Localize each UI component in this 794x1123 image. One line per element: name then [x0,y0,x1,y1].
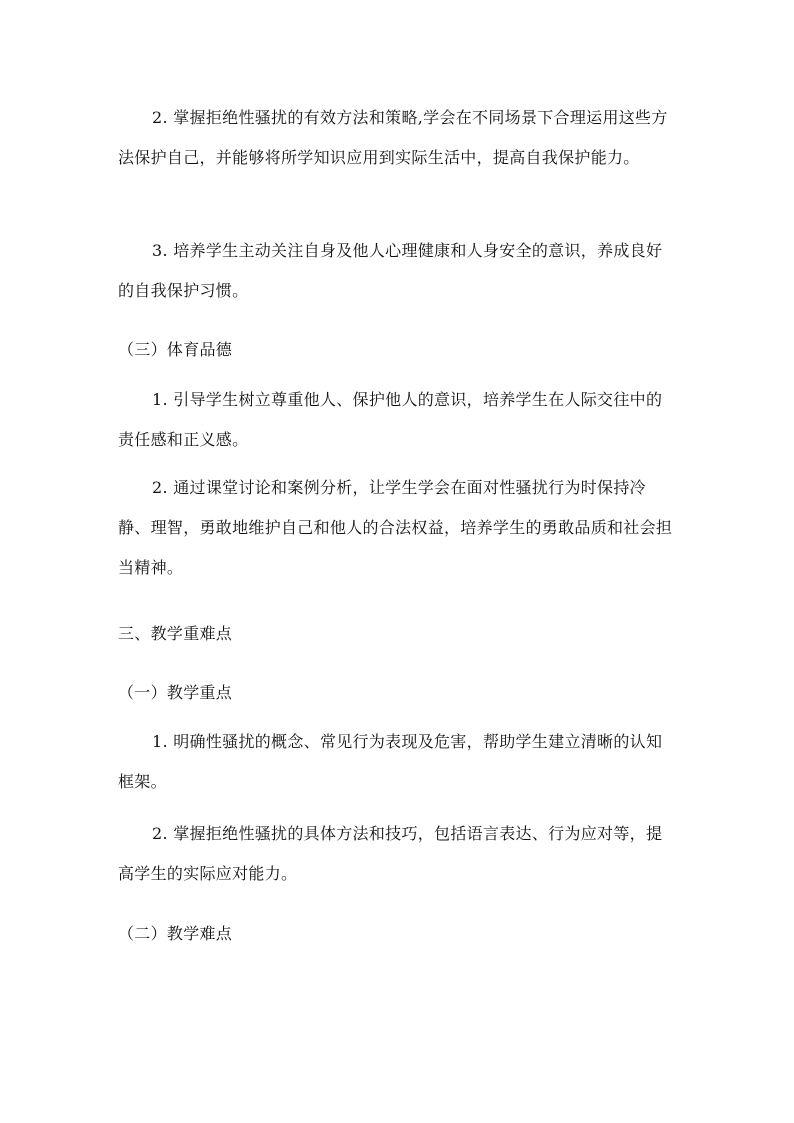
subheading-teaching-difficult: （二）教学难点 [118,924,233,943]
section-heading-sports-morality: （三）体育品德 [118,340,233,359]
paragraph-awareness: 3. 培养学生主动关注自身及他人心理健康和人身安全的意识，养成良好的自我保护习惯。 [118,241,663,300]
key-item-2: 2. 掌握拒绝性骚扰的具体方法和技巧，包括语言表达、行为应对等，提高学生的实际应对能力。 [118,824,663,883]
moral-item-2: 2. 通过课堂讨论和案例分析，让学生学会在面对性骚扰行为时保持冷静、理智，勇敢地维护自己和他人的合法权益，培养学生的勇敢品质和社会担当精神。 [118,478,673,577]
section-heading-key-difficult: 三、教学重难点 [118,624,233,643]
subheading-teaching-key: （一）教学重点 [118,683,233,702]
moral-item-1: 1. 引导学生树立尊重他人、保护他人的意识，培养学生在人际交往中的责任感和正义感。 [118,390,663,449]
paragraph-handle-methods: 2. 掌握拒绝性骚扰的有效方法和策略,学会在不同场景下合理运用这些方法保护自己，并能够将所学知识应用到实际生活中，提高自我保护能力。 [118,108,668,167]
key-item-1: 1. 明确性骚扰的概念、常见行为表现及危害，帮助学生建立清晰的认知框架。 [118,732,663,791]
